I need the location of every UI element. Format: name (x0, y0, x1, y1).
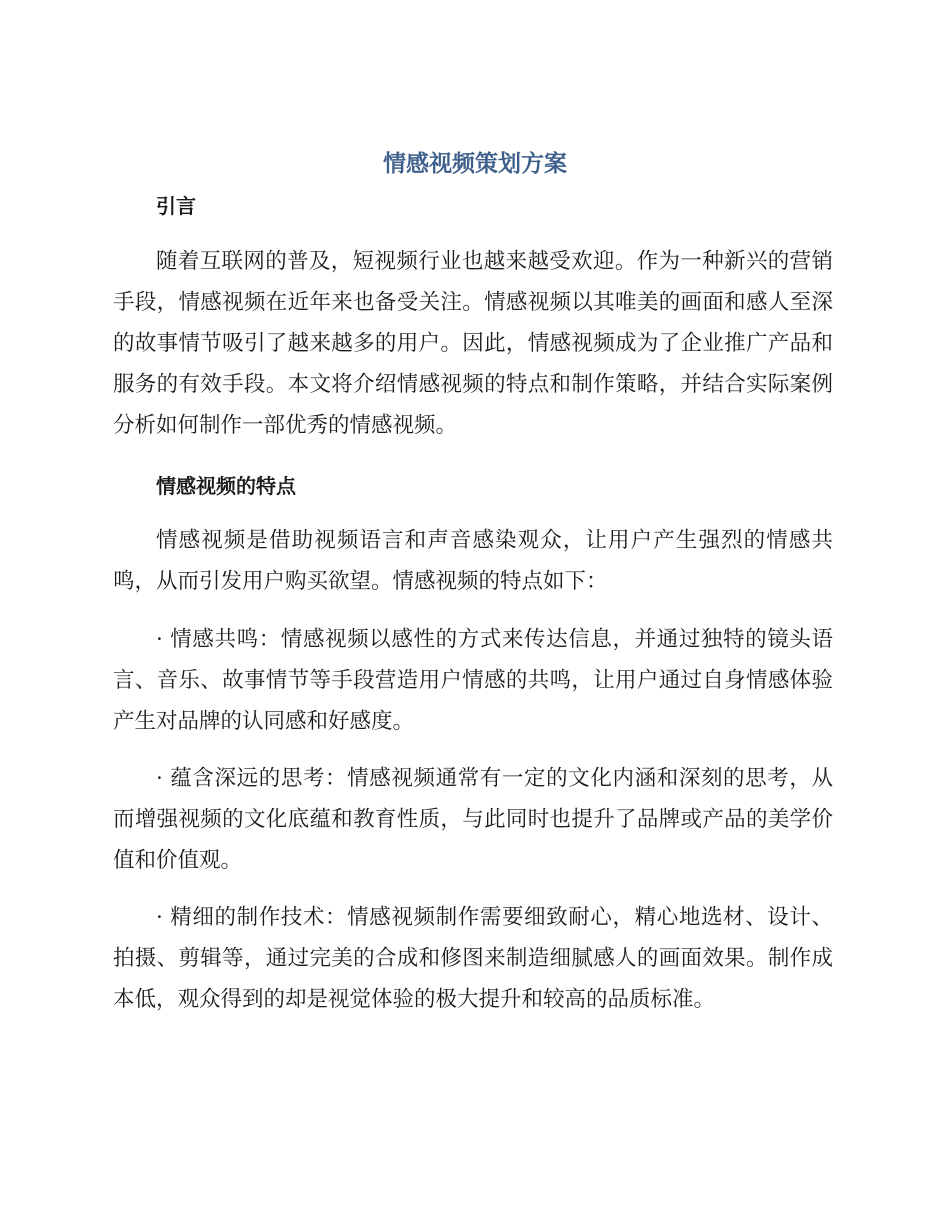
section-heading-features: 情感视频的特点 (156, 474, 296, 498)
intro-paragraph: 随着互联网的普及，短视频行业也越来越受欢迎。作为一种新兴的营销手段，情感视频在近年来也备受关注。情感视频以其唯美的画面和感人至深的故事情节吸引了越来越多的用户。因此，情感视频成为了企业推广产品和服务的有效手段。本文将介绍情感视频的特点和制作策略，并结合实际案例分析如何制作一部优秀的情感视频。 (113, 249, 833, 438)
features-intro-paragraph: 情感视频是借助视频语言和声音感染观众，让用户产生强烈的情感共鸣，从而引发用户购买欲望。情感视频的特点如下： (113, 528, 833, 594)
feature-item-emotional-resonance: · 情感共鸣：情感视频以感性的方式来传达信息，并通过独特的镜头语言、音乐、故事情节等手段营造用户情感的共鸣，让用户通过自身情感体验产生对品牌的认同感和好感度。 (113, 627, 833, 734)
document-title: 情感视频策划方案 (383, 151, 567, 177)
feature-item-fine-production: · 精细的制作技术：情感视频制作需要细致耐心，精心地选材、设计、拍摄、剪辑等，通过完美的合成和修图来制造细腻感人的画面效果。制作成本低，观众得到的却是视觉体验的极大提升和较高的品质标准。 (113, 905, 833, 1012)
section-heading-intro: 引言 (156, 194, 196, 218)
feature-item-deep-thinking: · 蕴含深远的思考：情感视频通常有一定的文化内涵和深刻的思考，从而增强视频的文化底蕴和教育性质，与此同时也提升了品牌或产品的美学价值和价值观。 (113, 766, 833, 873)
